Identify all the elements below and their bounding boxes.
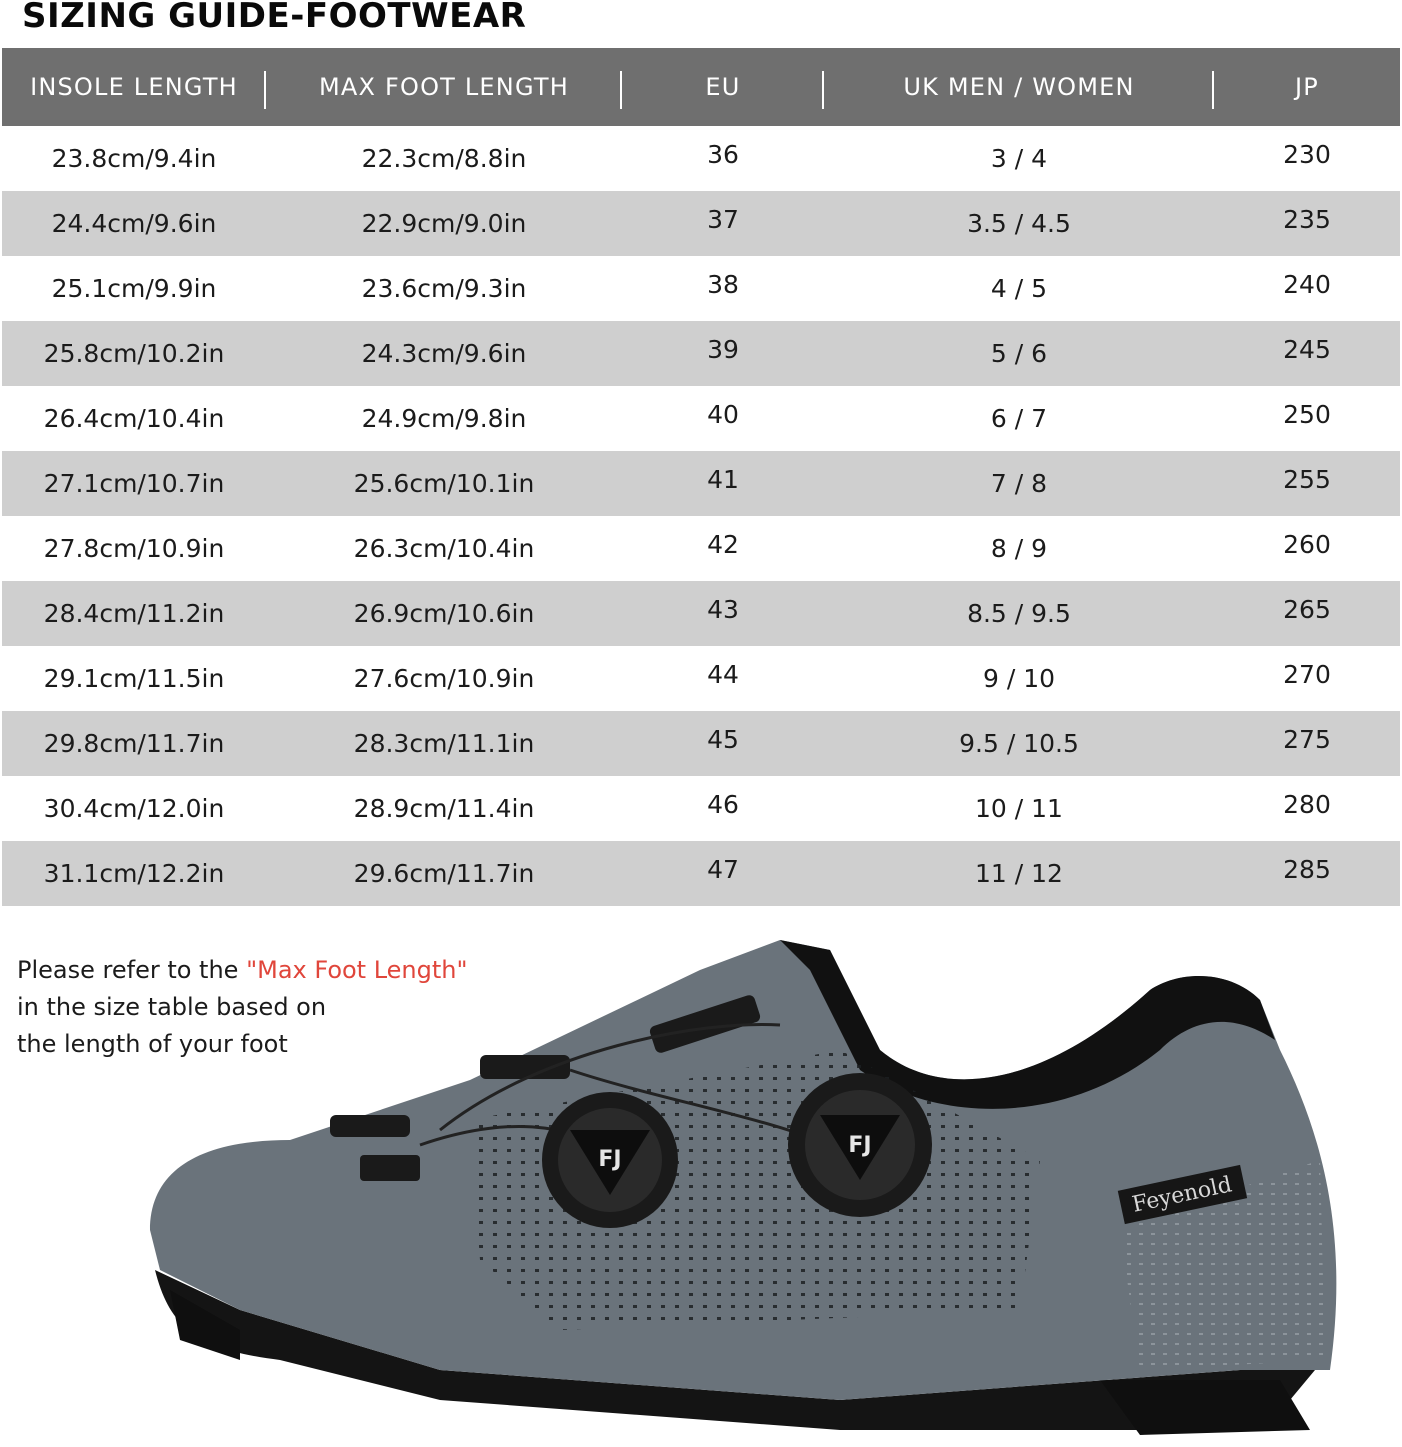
header-insole-length xyxy=(2,48,266,126)
table-row xyxy=(2,256,1400,321)
insole-length-cell: 27.1cm/10.7in xyxy=(43,469,225,498)
jp-size-cell: 260 xyxy=(1283,530,1331,559)
insole-length-cell: 27.8cm/10.9in xyxy=(43,534,225,563)
max-foot-length-cell: 22.3cm/8.8in xyxy=(361,144,527,173)
table-body xyxy=(2,126,1400,906)
jp-size-cell: 270 xyxy=(1283,660,1331,689)
jp-size-cell: 255 xyxy=(1283,465,1331,494)
max-foot-length-cell: 28.3cm/11.1in xyxy=(353,729,535,758)
page-title: SIZING GUIDE-FOOTWEAR xyxy=(22,0,527,36)
uk-size-cell: 3.5 / 4.5 xyxy=(967,209,1071,238)
uk-size-cell: 11 / 12 xyxy=(975,859,1063,888)
eu-size-cell: 36 xyxy=(707,140,739,169)
eu-size-cell: 41 xyxy=(707,465,739,494)
max-foot-length-cell: 25.6cm/10.1in xyxy=(353,469,535,498)
header-label: JP xyxy=(1295,73,1319,101)
jp-size-cell: 230 xyxy=(1283,140,1331,169)
header-eu xyxy=(622,48,824,126)
uk-size-cell: 9 / 10 xyxy=(982,664,1056,693)
uk-size-cell: 6 / 7 xyxy=(990,404,1048,433)
table-header xyxy=(2,48,1400,126)
max-foot-length-cell: 27.6cm/10.9in xyxy=(353,664,535,693)
insole-length-cell: 24.4cm/9.6in xyxy=(51,209,217,238)
max-foot-length-cell: 26.9cm/10.6in xyxy=(353,599,535,628)
insole-length-cell: 30.4cm/12.0in xyxy=(43,794,225,823)
jp-size-cell: 245 xyxy=(1283,335,1331,364)
eu-size-cell: 42 xyxy=(707,530,739,559)
table-row xyxy=(2,646,1400,711)
jp-size-cell: 240 xyxy=(1283,270,1331,299)
max-foot-length-cell: 29.6cm/11.7in xyxy=(353,859,535,888)
insole-length-cell: 29.1cm/11.5in xyxy=(43,664,225,693)
eu-size-cell: 43 xyxy=(707,595,739,624)
table-row xyxy=(2,386,1400,451)
svg-text:FJ: FJ xyxy=(848,1133,872,1158)
table-row xyxy=(2,516,1400,581)
uk-size-cell: 7 / 8 xyxy=(990,469,1048,498)
note-line-3: the length of your foot xyxy=(17,1030,288,1058)
uk-size-cell: 4 / 5 xyxy=(990,274,1048,303)
strap-guide xyxy=(360,1155,420,1181)
header-label: UK MEN / WOMEN xyxy=(903,73,1135,101)
table-row xyxy=(2,841,1400,906)
header-jp xyxy=(1214,48,1400,126)
uk-size-cell: 3 / 4 xyxy=(990,144,1048,173)
cycling-shoe-image xyxy=(140,930,1402,1447)
max-foot-length-cell: 22.9cm/9.0in xyxy=(361,209,527,238)
eu-size-cell: 46 xyxy=(707,790,739,819)
header-label: EU xyxy=(705,73,741,101)
insole-length-cell: 29.8cm/11.7in xyxy=(43,729,225,758)
insole-length-cell: 26.4cm/10.4in xyxy=(43,404,225,433)
svg-text:FJ: FJ xyxy=(598,1147,622,1172)
max-foot-length-cell: 28.9cm/11.4in xyxy=(353,794,535,823)
table-row xyxy=(2,321,1400,386)
uk-size-cell: 10 / 11 xyxy=(975,794,1063,823)
header-uk xyxy=(824,48,1214,126)
max-foot-length-cell: 24.9cm/9.8in xyxy=(361,404,527,433)
table-row xyxy=(2,191,1400,256)
jp-size-cell: 275 xyxy=(1283,725,1331,754)
note-line-2: in the size table based on xyxy=(17,993,327,1021)
jp-size-cell: 280 xyxy=(1283,790,1331,819)
header-label: INSOLE LENGTH xyxy=(30,73,238,101)
eu-size-cell: 38 xyxy=(707,270,739,299)
eu-size-cell: 47 xyxy=(707,855,739,884)
uk-size-cell: 5 / 6 xyxy=(990,339,1048,368)
max-foot-length-cell: 23.6cm/9.3in xyxy=(361,274,527,303)
jp-size-cell: 235 xyxy=(1283,205,1331,234)
boa-dial-front xyxy=(542,1092,678,1228)
uk-size-cell: 8 / 9 xyxy=(990,534,1048,563)
eu-size-cell: 44 xyxy=(707,660,739,689)
max-foot-length-cell: 26.3cm/10.4in xyxy=(353,534,535,563)
table-row xyxy=(2,126,1400,191)
eu-size-cell: 45 xyxy=(707,725,739,754)
insole-length-cell: 25.1cm/9.9in xyxy=(51,274,217,303)
eu-size-cell: 37 xyxy=(707,205,739,234)
insole-length-cell: 23.8cm/9.4in xyxy=(51,144,217,173)
insole-length-cell: 31.1cm/12.2in xyxy=(43,859,225,888)
note-prefix: Please refer to the xyxy=(17,956,247,984)
strap-guide xyxy=(330,1115,410,1137)
header-label: MAX FOOT LENGTH xyxy=(318,73,569,101)
strap-guide xyxy=(480,1055,570,1079)
table-row xyxy=(2,581,1400,646)
uk-size-cell: 8.5 / 9.5 xyxy=(967,599,1071,628)
brand-label: Feyenold xyxy=(1130,1172,1235,1218)
table-row xyxy=(2,451,1400,516)
insole-length-cell: 28.4cm/11.2in xyxy=(43,599,225,628)
header-max-foot-length xyxy=(266,48,622,126)
note-highlight: "Max Foot Length" xyxy=(246,956,468,984)
insole-length-cell: 25.8cm/10.2in xyxy=(43,339,225,368)
boa-dial-rear xyxy=(788,1073,932,1217)
jp-size-cell: 265 xyxy=(1283,595,1331,624)
jp-size-cell: 250 xyxy=(1283,400,1331,429)
jp-size-cell: 285 xyxy=(1283,855,1331,884)
sizing-table xyxy=(2,48,1400,906)
table-row xyxy=(2,776,1400,841)
eu-size-cell: 40 xyxy=(707,400,739,429)
eu-size-cell: 39 xyxy=(707,335,739,364)
table-row xyxy=(2,711,1400,776)
max-foot-length-cell: 24.3cm/9.6in xyxy=(361,339,527,368)
uk-size-cell: 9.5 / 10.5 xyxy=(959,729,1079,758)
